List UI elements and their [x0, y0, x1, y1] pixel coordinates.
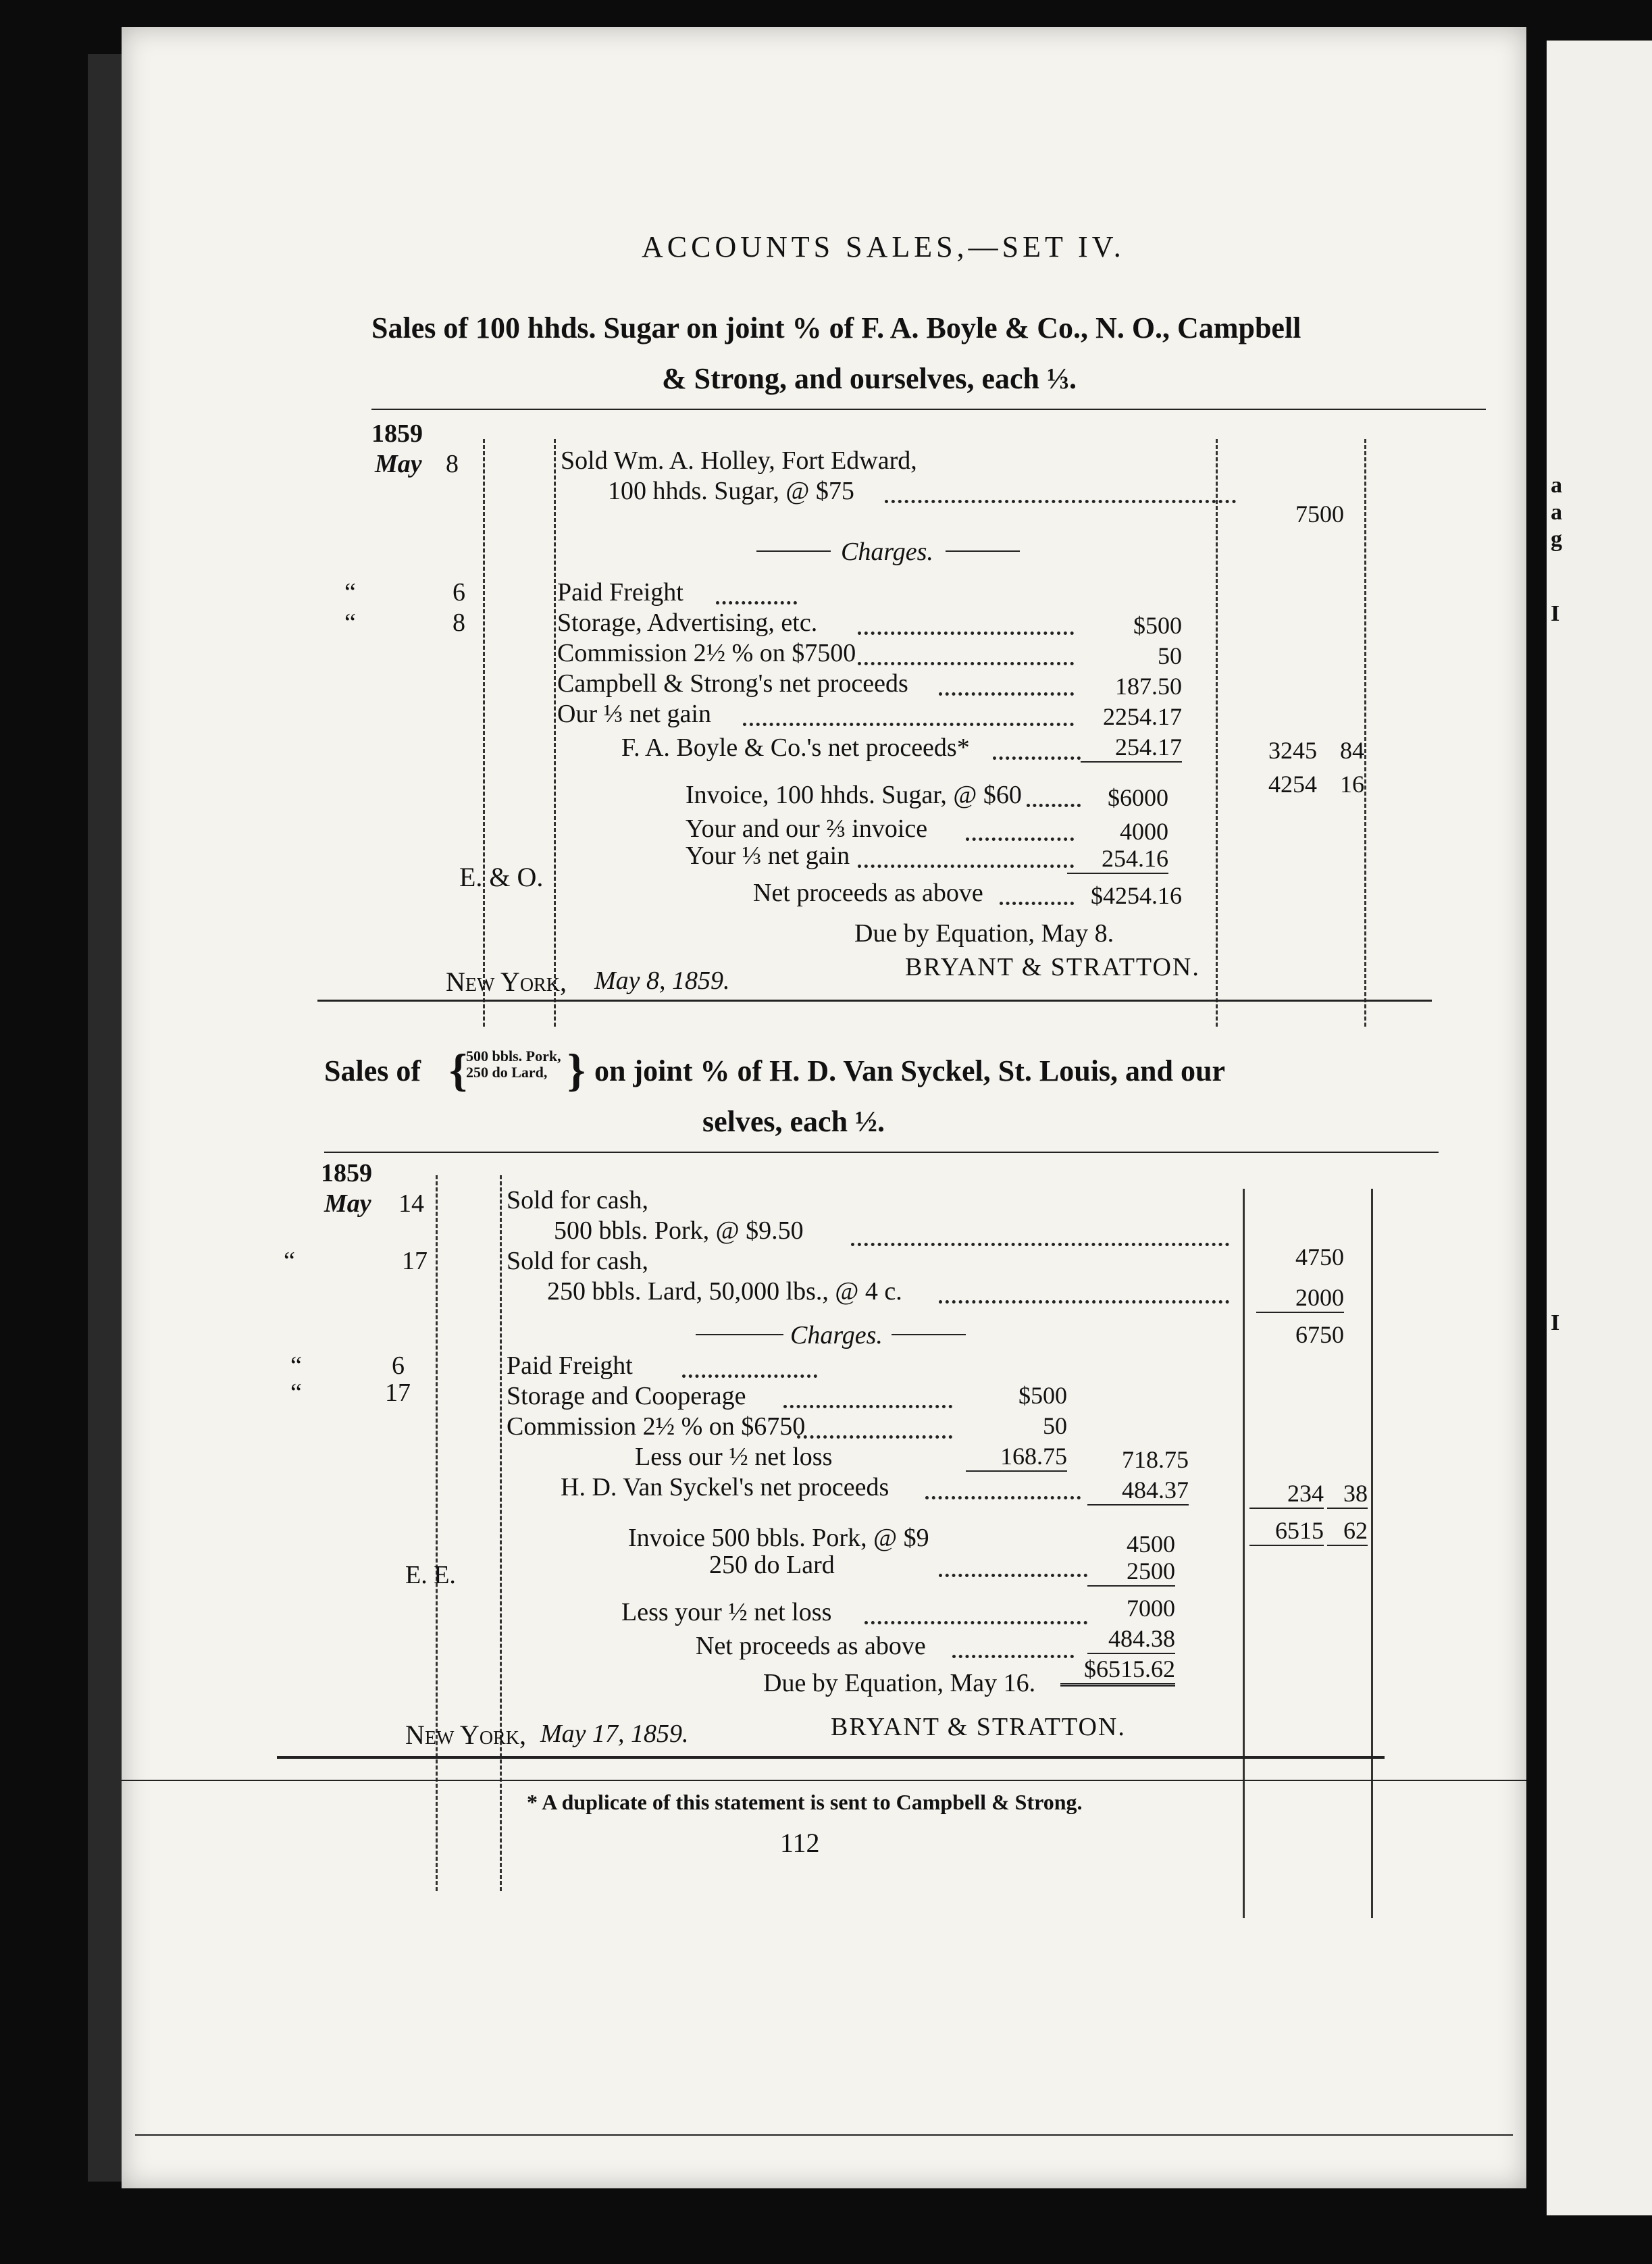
sale2-freight-day: 6: [392, 1352, 405, 1380]
leader-dots: [925, 1496, 1081, 1499]
leader-dots: [952, 1655, 1074, 1658]
adjacent-page-fragment: a: [1551, 500, 1562, 525]
sale2-text-column-rule: [500, 1175, 503, 1891]
ditto-mark: “: [290, 1379, 302, 1407]
leader-dots: [783, 1405, 952, 1408]
sale1-commission: Commission 2½ % on $7500: [557, 639, 856, 667]
sale1-campbell-amount: 187.50: [1115, 673, 1182, 700]
brace-open: {: [449, 1044, 467, 1096]
sale1-day: 8: [446, 450, 459, 478]
page-number: 112: [780, 1828, 820, 1858]
adjacent-page-fragment: g: [1551, 527, 1562, 552]
ditto-mark: “: [284, 1247, 295, 1275]
leader-dots: [743, 723, 1074, 726]
leader-dots: [858, 865, 1074, 868]
sale1-month: May: [375, 450, 422, 478]
sale1-boyle-amount: 254.17: [1081, 733, 1182, 763]
page-bottom-rule: [135, 2134, 1513, 2136]
sale2-invoice-pork-amount: 4500: [1127, 1530, 1175, 1558]
sale1-storage-amount: $500: [1133, 612, 1182, 639]
sale1-heading-line2: & Strong, and ourselves, each ⅓.: [662, 362, 1077, 395]
sale2-month: May: [324, 1189, 371, 1218]
sale1-amount-column-rule: [1216, 439, 1219, 1027]
sale2-freight: Paid Freight: [507, 1352, 633, 1380]
sale2-amount-column-rule: [1243, 1189, 1245, 1918]
sale1-day-column-rule: [483, 439, 486, 1027]
sale2-signature: BRYANT & STRATTON.: [831, 1713, 1126, 1741]
sale2-day1: 14: [398, 1189, 424, 1218]
leader-dots: [993, 756, 1081, 760]
sale1-charges-label: Charges.: [841, 538, 933, 566]
sale2-heading-line2: selves, each ½.: [702, 1105, 885, 1138]
leader-dots: [1000, 902, 1074, 905]
sale2-storage: Storage and Cooperage: [507, 1382, 746, 1410]
leader-dots: [939, 1300, 1229, 1304]
leader-dots: [939, 692, 1074, 696]
sale2-charges-total-cents: 38: [1327, 1479, 1368, 1509]
leader-dots: [851, 1243, 1229, 1246]
sale2-net-total-cents: 62: [1327, 1516, 1368, 1546]
sale1-storage: Storage, Advertising, etc.: [557, 609, 818, 637]
charges-rule-left: [756, 550, 831, 552]
sale2-vansyckel-amount: 484.37: [1087, 1476, 1189, 1506]
sale1-heading-line1: Sales of 100 hhds. Sugar on joint % of F. A. Boyle & Co., N. O., Campbell: [371, 311, 1301, 344]
sale1-entry1-line1: Sold Wm. A. Holley, Fort Edward,: [561, 446, 917, 475]
footnote-rule: [122, 1780, 1526, 1781]
sale1-net-total-cents: 16: [1340, 771, 1364, 798]
sale2-net-proceeds-amount: $6515.62: [1060, 1655, 1175, 1687]
adjacent-page-fragment: I: [1551, 601, 1560, 626]
sale1-net-total: 4254: [1268, 771, 1317, 798]
sale2-due: Due by Equation, May 16.: [763, 1669, 1036, 1697]
sale1-your-gain: Your ⅓ net gain: [686, 842, 850, 870]
sale1-initials: E. & O.: [459, 862, 544, 892]
sale2-net-proceeds: Net proceeds as above: [696, 1632, 926, 1660]
sale2-invoice-lard: 250 do Lard: [709, 1551, 835, 1579]
sale1-entry1-line2: 100 hhds. Sugar, @ $75: [608, 477, 854, 505]
sale1-text-column-rule: [554, 439, 557, 1027]
adjacent-page-strip: [1547, 41, 1652, 2215]
leader-dots: [858, 632, 1074, 635]
sale1-top-rule: [371, 409, 1486, 410]
sale2-charges-label: Charges.: [790, 1321, 883, 1349]
leader-dots: [939, 1574, 1087, 1577]
adjacent-page-fragment: a: [1551, 473, 1562, 498]
sale2-date: May 17, 1859.: [540, 1720, 689, 1748]
leader-dots: [682, 1374, 817, 1378]
sale1-net-proceeds-amount: $4254.16: [1091, 882, 1182, 909]
ditto-mark: “: [290, 1352, 302, 1380]
ditto-mark: “: [344, 578, 356, 607]
sale1-net-proceeds: Net proceeds as above: [753, 879, 983, 907]
leader-dots: [858, 662, 1074, 665]
leader-dots: [885, 500, 1236, 503]
sale2-right-rule: [1371, 1189, 1373, 1918]
sale2-heading-post: on joint % of H. D. Van Syckel, St. Louis, and our: [594, 1054, 1225, 1087]
sale2-bottom-rule: [277, 1756, 1385, 1759]
sale2-place: New York,: [405, 1720, 526, 1750]
ditto-mark: “: [344, 609, 356, 637]
sale1-our-gain-amount: 2254.17: [1103, 703, 1182, 730]
sale2-pork-amount: 4750: [1295, 1243, 1344, 1270]
sale2-heading-brace1: 500 bbls. Pork,: [466, 1048, 561, 1064]
sale1-your-gain-amount: 254.16: [1067, 844, 1168, 874]
footnote: * A duplicate of this statement is sent to Campbell & Strong.: [527, 1790, 1083, 1814]
sale2-sold2: Sold for cash,: [507, 1247, 649, 1275]
sale2-commission-amount: 50: [1043, 1412, 1067, 1439]
sale2-charges-total: 234: [1249, 1479, 1324, 1509]
sale1-place: New York,: [446, 967, 567, 997]
leader-dots: [797, 1435, 952, 1439]
sale1-storage-day: 8: [453, 609, 465, 637]
sale1-boyle: F. A. Boyle & Co.'s net proceeds*: [621, 734, 970, 762]
sale2-invoice-lard-amount: 2500: [1087, 1557, 1175, 1587]
sale2-less-your: Less your ½ net loss: [621, 1598, 832, 1626]
sale2-less-your-amount: 484.38: [1087, 1624, 1175, 1654]
sale1-right-rule: [1364, 439, 1368, 1027]
sale2-heading-brace2: 250 do Lard,: [466, 1064, 548, 1081]
sale1-entry1-amount: 7500: [1295, 500, 1344, 528]
ledger-page: [122, 27, 1526, 2188]
sale2-heading-pre: Sales of: [324, 1054, 421, 1087]
leader-dots: [966, 838, 1074, 841]
sale2-sold1: Sold for cash,: [507, 1186, 649, 1214]
sale1-signature: BRYANT & STRATTON.: [905, 953, 1200, 981]
sale2-vansyckel: H. D. Van Syckel's net proceeds: [561, 1473, 889, 1501]
sale1-our-gain: Our ⅓ net gain: [557, 700, 711, 728]
sale2-initials: E. E.: [405, 1561, 456, 1589]
sale1-due: Due by Equation, May 8.: [854, 919, 1114, 948]
sale1-freight-day: 6: [453, 578, 465, 607]
sale2-pork: 500 bbls. Pork, @ $9.50: [554, 1216, 804, 1245]
sale2-storage-day: 17: [385, 1379, 411, 1407]
sale2-day2: 17: [402, 1247, 428, 1275]
sale2-charges-sub: 718.75: [1122, 1446, 1189, 1473]
leader-dots: [864, 1621, 1087, 1624]
charges-rule-left: [696, 1334, 783, 1335]
sale2-less-loss: Less our ½ net loss: [635, 1443, 833, 1471]
sale1-invoice-amount: $6000: [1108, 784, 1168, 811]
sale2-lard: 250 bbls. Lard, 50,000 lbs., @ 4 c.: [547, 1277, 902, 1306]
sale2-commission: Commission 2½ % on $6750: [507, 1412, 806, 1441]
sale2-day-column-rule: [436, 1175, 439, 1891]
sale2-lard-amount: 2000: [1256, 1283, 1344, 1313]
sale1-date: May 8, 1859.: [594, 967, 730, 995]
sale1-commission-amount: 50: [1158, 642, 1182, 669]
sale1-charges-total-cents: 84: [1340, 737, 1364, 764]
sale2-invoice-total: 7000: [1127, 1595, 1175, 1622]
sale1-bottom-rule: [317, 1000, 1432, 1002]
sale1-invoice: Invoice, 100 hhds. Sugar, @ $60: [686, 781, 1022, 809]
sale2-less-loss-amount: 168.75: [966, 1442, 1067, 1472]
sale1-charges-total: 3245: [1268, 737, 1317, 764]
sale2-invoice-pork: Invoice 500 bbls. Pork, @ $9: [628, 1524, 929, 1552]
adjacent-page-fragment: I: [1551, 1310, 1560, 1335]
sale2-year: 1859: [321, 1159, 372, 1187]
page-title: ACCOUNTS SALES,—SET IV.: [642, 230, 1125, 263]
charges-rule-right: [892, 1334, 966, 1335]
sale2-heading-brace-items: [466, 1048, 561, 1081]
brace-close: }: [567, 1044, 586, 1096]
sale1-year: 1859: [371, 419, 423, 448]
leader-dots: [716, 601, 797, 604]
sale2-net-total: 6515: [1249, 1516, 1324, 1546]
charges-rule-right: [946, 550, 1020, 552]
sale2-top-rule: [324, 1152, 1439, 1153]
sale1-your-our: Your and our ⅔ invoice: [686, 815, 928, 843]
sale1-your-our-amount: 4000: [1120, 818, 1168, 845]
sale2-total: 6750: [1295, 1321, 1344, 1348]
sale1-freight: Paid Freight: [557, 578, 683, 607]
sale2-storage-amount: $500: [1018, 1382, 1067, 1409]
sale1-campbell: Campbell & Strong's net proceeds: [557, 669, 908, 698]
